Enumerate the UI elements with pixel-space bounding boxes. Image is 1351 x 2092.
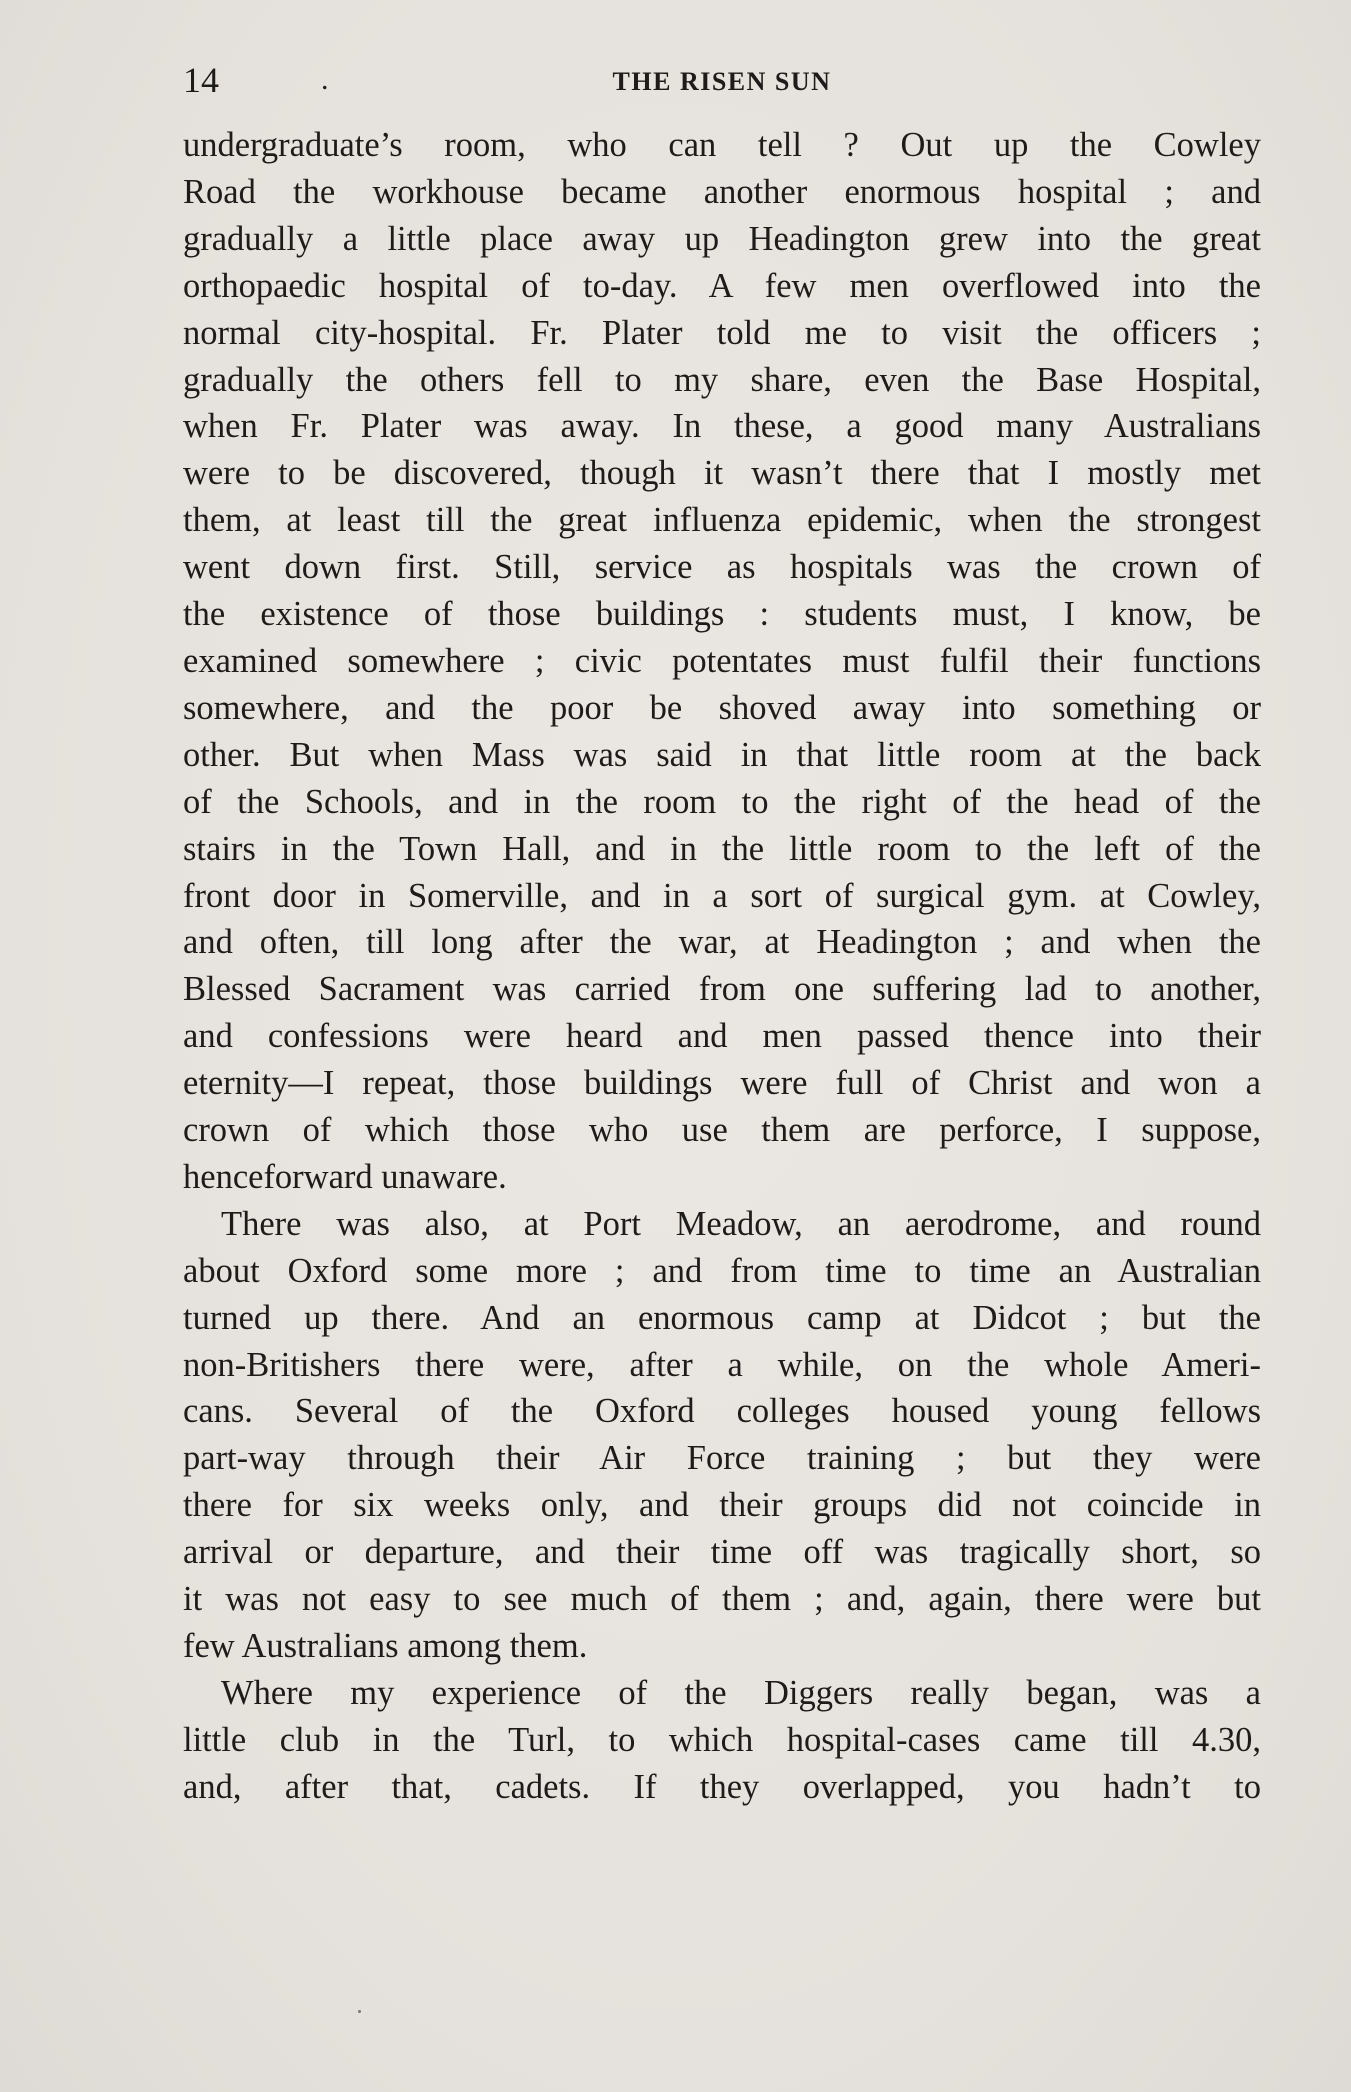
paragraph bbox=[183, 122, 1261, 1201]
text-line: and often, till long after the war, at Headington ; and when the bbox=[183, 923, 1261, 962]
text-line: somewhere, and the poor be shoved away into something or bbox=[183, 688, 1261, 727]
stray-mark bbox=[358, 2010, 361, 2013]
text-line: them, at least till the great influenza epidemic, when the strongest bbox=[183, 501, 1261, 540]
text-line: front door in Somerville, and in a sort of surgical gym. at Cowley, bbox=[183, 876, 1261, 915]
text-line: Blessed Sacrament was carried from one suffering lad to another, bbox=[183, 970, 1261, 1009]
running-title: THE RISEN SUN bbox=[612, 67, 832, 96]
text-line: undergraduate’s room, who can tell ? Out up the Cowley bbox=[183, 126, 1261, 164]
header-separator: . bbox=[321, 63, 329, 96]
text-line: other. But when Mass was said in that little room at the back bbox=[183, 735, 1261, 774]
text-line: few Australians among them. bbox=[183, 1627, 588, 1665]
text-line: There was also, at Port Meadow, an aerodrome, and round bbox=[221, 1204, 1261, 1243]
text-line: gradually the others fell to my share, even the Base Hospital, bbox=[183, 360, 1261, 399]
page-number: 14 bbox=[183, 60, 219, 100]
text-line: when Fr. Plater was away. In these, a good many Australians bbox=[183, 407, 1261, 446]
text-line: were to be discovered, though it wasn’t there that I mostly met bbox=[183, 454, 1261, 493]
text-line: and, after that, cadets. If they overlapped, you hadn’t to bbox=[183, 1767, 1261, 1806]
text-line: arrival or departure, and their time off was tragically short, so bbox=[183, 1533, 1261, 1572]
running-head bbox=[183, 60, 1261, 100]
paragraph bbox=[183, 1670, 1261, 1811]
body-text bbox=[183, 122, 1261, 1811]
text-line: part-way through their Air Force training ; but they were bbox=[183, 1439, 1261, 1478]
text-line: gradually a little place away up Headington grew into the great bbox=[183, 219, 1261, 258]
text-line: crown of which those who use them are perforce, I suppose, bbox=[183, 1111, 1261, 1150]
text-line: non-Britishers there were, after a while, on the whole Ameri- bbox=[183, 1345, 1261, 1384]
text-line: went down first. Still, service as hospitals was the crown of bbox=[183, 548, 1261, 587]
text-line: of the Schools, and in the room to the right of the head of the bbox=[183, 782, 1261, 821]
text-line: there for six weeks only, and their groups did not coincide in bbox=[183, 1486, 1261, 1525]
paragraph bbox=[183, 1201, 1261, 1670]
text-line: orthopaedic hospital of to-day. A few men overflowed into the bbox=[183, 266, 1261, 305]
text-line: henceforward unaware. bbox=[183, 1157, 507, 1196]
text-line: and confessions were heard and men passed thence into their bbox=[183, 1017, 1261, 1056]
text-line: examined somewhere ; civic potentates must fulfil their functions bbox=[183, 641, 1261, 680]
text-line: stairs in the Town Hall, and in the little room to the left of the bbox=[183, 829, 1261, 868]
text-line: Where my experience of the Diggers really began, was a bbox=[221, 1673, 1261, 1712]
text-line: normal city-hospital. Fr. Plater told me to visit the officers ; bbox=[183, 313, 1261, 352]
text-line: little club in the Turl, to which hospital-cases came till 4.30, bbox=[183, 1720, 1261, 1759]
text-line: eternity—I repeat, those buildings were full of Christ and won a bbox=[183, 1064, 1261, 1103]
text-line: the existence of those buildings : students must, I know, be bbox=[183, 595, 1261, 634]
text-line: Road the workhouse became another enormous hospital ; and bbox=[183, 172, 1261, 211]
text-line: cans. Several of the Oxford colleges housed young fellows bbox=[183, 1392, 1261, 1431]
text-line: about Oxford some more ; and from time to time an Australian bbox=[183, 1251, 1261, 1290]
text-line: it was not easy to see much of them ; and, again, there were but bbox=[183, 1580, 1261, 1619]
text-line: turned up there. And an enormous camp at Didcot ; but the bbox=[183, 1298, 1261, 1337]
